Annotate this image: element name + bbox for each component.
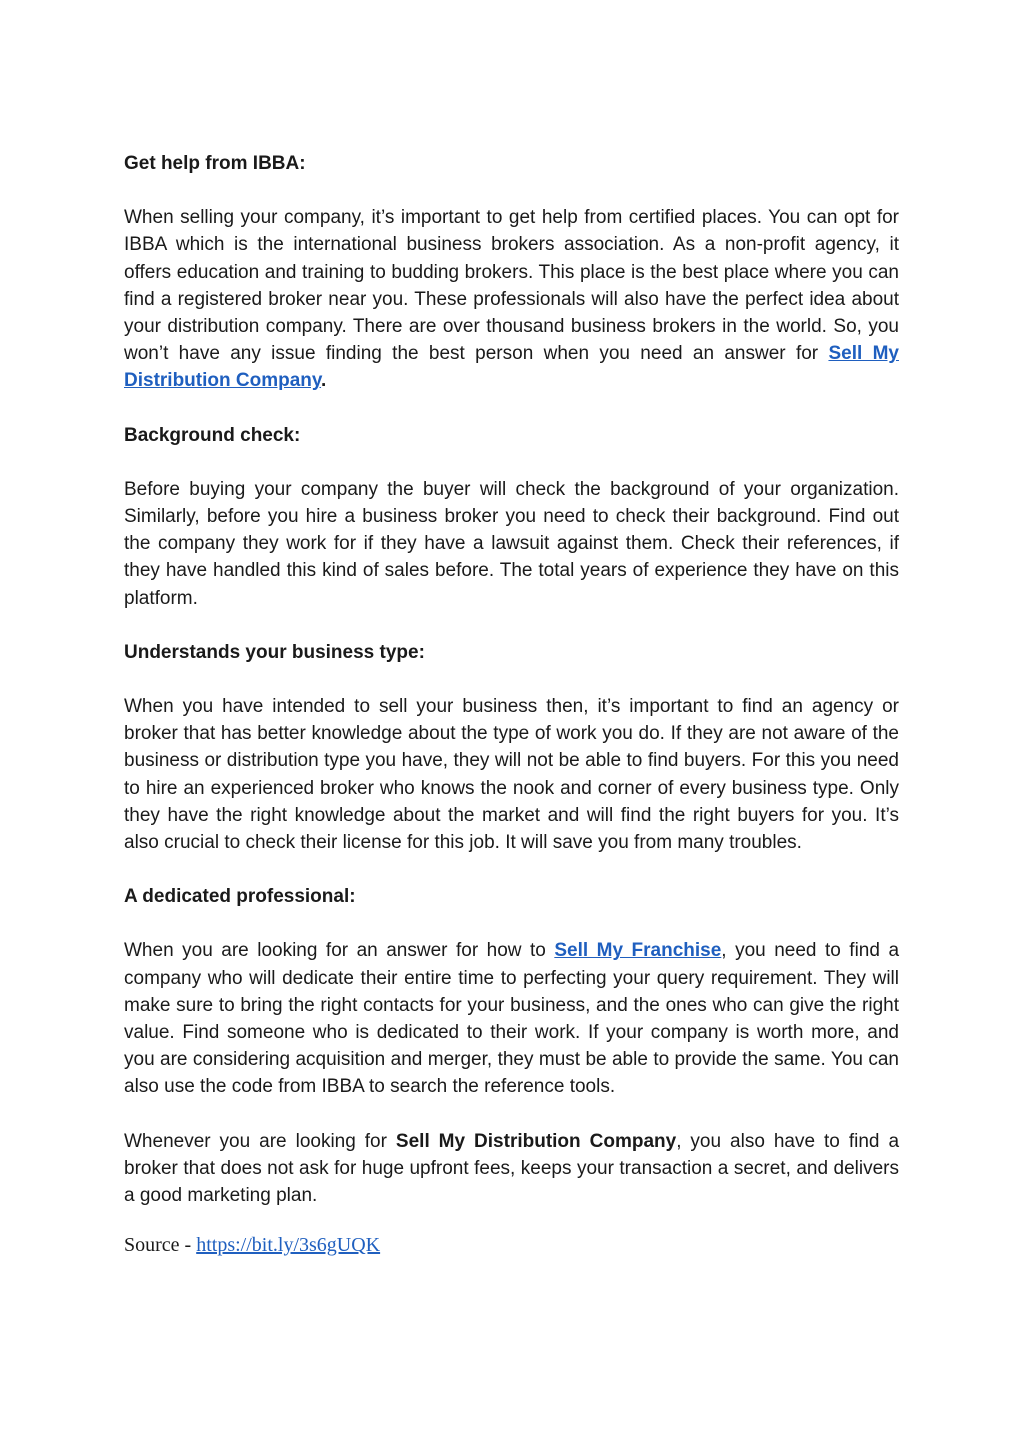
paragraph-text: When selling your company, it’s important to get help from certified places. You can opt for IBBA which is the international business brokers association. As a non-profit agency, it offers education and training to budding brokers. This place is the best place where you can find a registered broker near you. These professionals will also have the perfect idea about your distribution company. There are over thousand business brokers in the world. So, you won’t have any issue finding the best person when you need an answer for: [124, 207, 899, 365]
source-label: Source -: [124, 1234, 197, 1257]
paragraph-text: Whenever you are looking for: [124, 1130, 396, 1152]
document-content: [124, 150, 899, 1259]
source-line: [124, 1232, 899, 1259]
paragraph-text: .: [321, 370, 327, 392]
bold-phrase: Sell My Distribution Company: [395, 1130, 677, 1152]
source-url-link[interactable]: https://bit.ly/3s6gUQK: [196, 1234, 381, 1257]
heading-background-check: Background check:: [124, 424, 301, 446]
heading-dedicated-professional: A dedicated professional:: [124, 886, 356, 908]
paragraph-understands-business-type: When you have intended to sell your business then, it’s important to find an agency or broker that has better knowledge about the type of work you do. If they are not aware of the business or distribution type you have, they will not be able to find buyers. For this you need to hire an experienced broker who knows the nook and corner of every business type. Only they have the right knowledge about the market and will find the right buyers for you. It’s also crucial to check their license for this job. It will save you from many troubles.: [124, 696, 899, 854]
paragraph-get-help-from-ibba: [124, 204, 899, 394]
sell-my-franchise-link[interactable]: Sell My Franchise: [554, 940, 722, 962]
heading-understands-business-type: Understands your business type:: [124, 641, 425, 663]
heading-get-help-from-ibba: Get help from IBBA:: [124, 153, 306, 174]
sell-my-distribution-company-link[interactable]: Sell My Distribution Company: [124, 343, 899, 392]
paragraph-text: , you need to find a company who will dedicate their entire time to perfecting your query requirement. They will make sure to bring the right contacts for your business, and the ones who can give the right value. Find someone who is dedicated to their work. If your company is worth more, and you are considering acquisition and merger, they must be able to provide the same. You can also use the code from IBBA to search the reference tools.: [124, 940, 900, 1098]
paragraph-background-check: Before buying your company the buyer will check the background of your organization. Similarly, before you hire a business broker you need to check their background. Find out the company they work for if they have a lawsuit against them. Check their references, if they have handled this kind of sales before. The total years of experience they have on this platform.: [124, 478, 899, 609]
paragraph-text: , you also have to find a broker that does not ask for huge upfront fees, keeps your transaction a secret, and delivers a good marketing plan.: [124, 1130, 900, 1207]
paragraph-text: When you are looking for an answer for how to: [124, 940, 555, 962]
paragraph-closing: [124, 1128, 899, 1210]
paragraph-dedicated-professional: [124, 937, 899, 1100]
